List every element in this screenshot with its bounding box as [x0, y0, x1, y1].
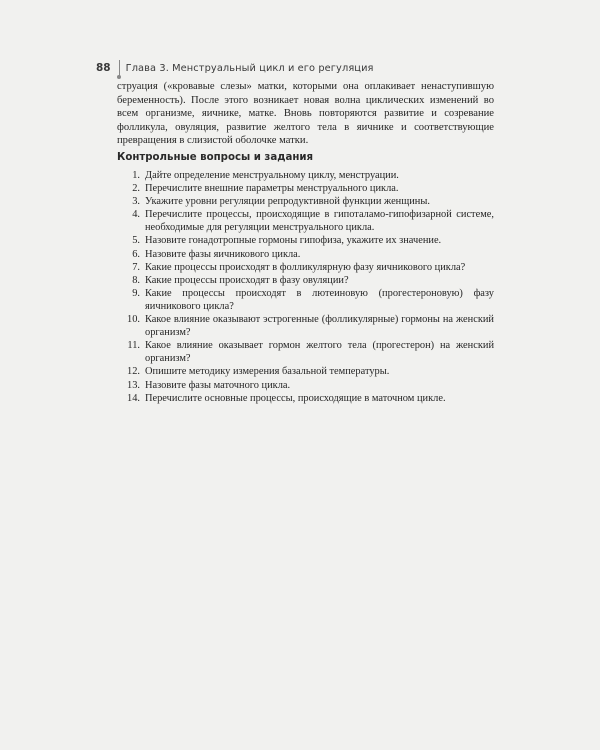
- question-item: [117, 169, 494, 182]
- question-text: Какое влияние оказывает гормон желтого тела (прогестерон) на женский организм?: [145, 340, 494, 365]
- question-number: 10.: [127, 314, 140, 326]
- question-text: Перечислите основные процессы, происходящие в маточном цикле.: [145, 392, 446, 404]
- question-item: [117, 365, 494, 378]
- question-item: [117, 339, 494, 365]
- page-header: [96, 60, 374, 76]
- page-number: 88: [96, 62, 111, 74]
- question-number: 3.: [132, 196, 140, 208]
- question-text: Укажите уровни регуляции репродуктивной функции женщины.: [145, 196, 430, 208]
- question-text: Какие процессы происходят в лютеиновую (прогестероновую) фазу яичникового цикла?: [145, 287, 494, 312]
- section-title: Контрольные вопросы и задания: [117, 152, 314, 163]
- question-item: [117, 392, 494, 405]
- question-number: 11.: [127, 340, 140, 352]
- question-text: Дайте определение менструальному циклу, менструации.: [145, 170, 399, 181]
- question-item: [117, 287, 494, 313]
- question-text: Назовите фазы маточного цикла.: [145, 379, 291, 391]
- question-item: [117, 274, 494, 287]
- question-text: Опишите методику измерения базальной температуры.: [145, 366, 390, 378]
- question-number: 8.: [132, 274, 140, 286]
- running-title: Глава 3. Менструальный цикл и его регуляция: [125, 62, 374, 74]
- question-item: [117, 234, 494, 247]
- question-number: 7.: [132, 261, 140, 273]
- question-item: [117, 379, 494, 392]
- question-text: Какие процессы происходят в фазу овуляции?: [145, 274, 349, 286]
- question-text: Какое влияние оказывают эстрогенные (фолликулярные) гормоны на женский организм?: [145, 314, 494, 339]
- question-number: 9.: [132, 287, 140, 299]
- question-item: [117, 208, 494, 234]
- questions-list: [117, 169, 494, 405]
- question-number: 13.: [127, 379, 140, 391]
- question-item: [117, 182, 494, 195]
- question-number: 5.: [132, 235, 140, 247]
- question-text: Какие процессы происходят в фолликулярную фазу яичникового цикла?: [145, 261, 466, 273]
- question-text: Назовите фазы яичникового цикла.: [145, 248, 301, 260]
- question-number: 4.: [132, 209, 140, 221]
- question-number: 1.: [132, 170, 140, 181]
- question-text: Перечислите процессы, происходящие в гипоталамо-гипофизарной системе, необходимые для регуляции менструального цикла.: [145, 209, 494, 234]
- question-text: Перечислите внешние параметры менструального цикла.: [145, 183, 399, 195]
- question-number: 12.: [127, 366, 140, 378]
- question-number: 2.: [132, 183, 140, 195]
- question-item: [117, 261, 494, 274]
- question-number: 6.: [132, 248, 140, 260]
- question-item: [117, 313, 494, 339]
- question-number: 14.: [127, 392, 140, 404]
- question-text: Назовите гонадотропные гормоны гипофиза, укажите их значение.: [145, 235, 442, 247]
- question-item: [117, 248, 494, 261]
- intro-text-block: [117, 80, 494, 148]
- intro-paragraph: струация («кровавые слезы» матки, которыми она оплакивает ненаступившую беременность). После этого возникает новая волна циклических изменений во всем организме, яичнике, матке. Вновь повторяются развитие и созревание фолликула, овуляция, развитие желтого тела в яичнике и соответствующие превращения в слизистой оболочке матки.: [117, 81, 494, 147]
- header-divider: [119, 60, 120, 77]
- question-item: [117, 195, 494, 208]
